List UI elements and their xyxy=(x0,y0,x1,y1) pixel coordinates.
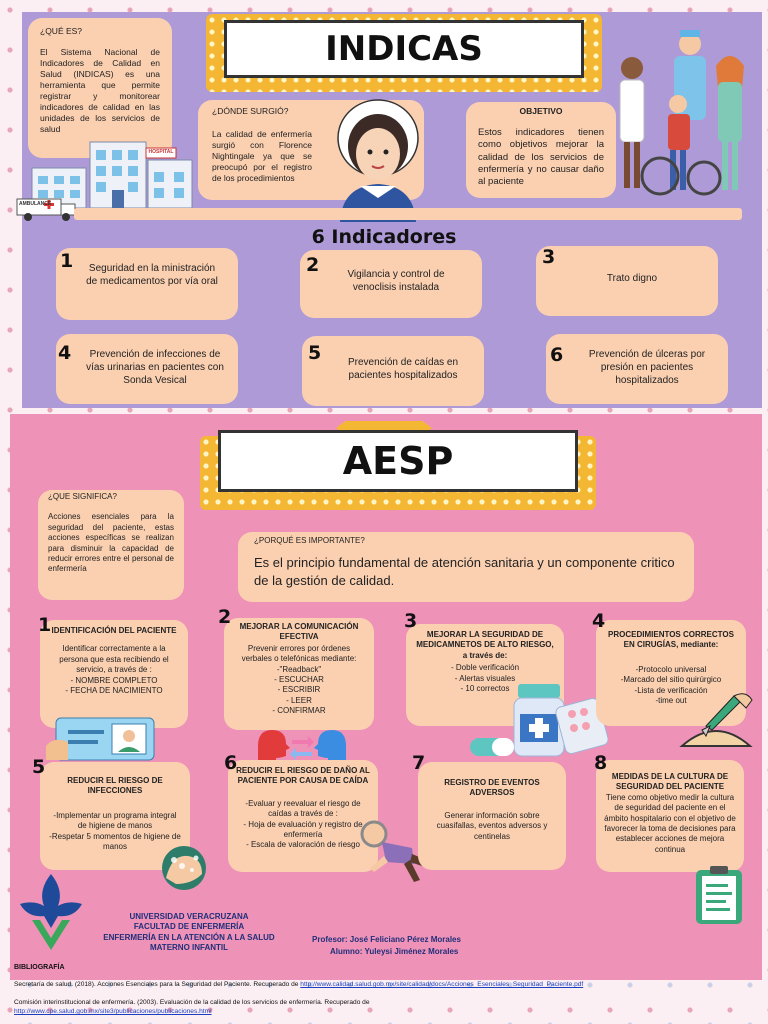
indicador-card-5 xyxy=(302,336,484,406)
indicador-text-5: Prevención de caídas en pacientes hospitalizados xyxy=(347,357,459,381)
indicador-card-4 xyxy=(56,334,238,404)
profesor: Profesor: José Feliciano Pérez Morales xyxy=(312,935,461,944)
porque-importante-card xyxy=(238,532,694,602)
indicador-number-1: 1 xyxy=(60,250,74,272)
indicadores-title: 6 Indicadores xyxy=(311,226,457,248)
university-block xyxy=(96,912,282,954)
objetivo-heading: OBJETIVO xyxy=(519,106,563,116)
indicador-number-4: 4 xyxy=(58,342,72,364)
accion-number-8: 8 xyxy=(594,752,608,774)
bibliography-ref-1 xyxy=(14,981,754,988)
alumno: Alumno: Yuleysi Jiménez Morales xyxy=(330,946,459,956)
course-name-line2: MATERNO INFANTIL xyxy=(149,943,229,953)
que-significa-heading: ¿QUE SIGNIFICA? xyxy=(48,492,117,501)
indicador-text-2: Vigilancia y control de venoclisis instalada xyxy=(347,269,445,293)
medicine-illustration xyxy=(468,682,608,764)
faculty-name: FACULTAD DE ENFERMERÍA xyxy=(133,922,245,932)
ref2-link[interactable]: http://www.cpe.salud.gob.mx/site3/publicaciones/publicaciones.html xyxy=(14,1007,212,1015)
indicador-card-6 xyxy=(546,334,728,404)
accion-card-2 xyxy=(224,618,374,730)
accion-body-7: Generar información sobre cuasifallas, eventos adversos y centinelas xyxy=(436,810,548,841)
accion-card-7 xyxy=(418,762,566,870)
accion-title-3: MEJORAR LA SEGURIDAD DE MEDICAMNETOS DE ALTO RIESGO, a través de: xyxy=(416,630,554,660)
porque-importante-body: Es el principio fundamental de atención sanitaria y un componente critico de la gestión de calidad. xyxy=(254,555,675,588)
que-significa-body: Acciones esenciales para la seguridad del paciente, estas acciones específicas se realizan para disminuir la capacidad de reducir errores entre el personal de enfermería xyxy=(48,512,174,574)
indicador-number-6: 6 xyxy=(550,344,564,366)
donde-surgio-heading: ¿DÓNDE SURGIÓ? xyxy=(212,106,289,116)
accion-title-2: MEJORAR LA COMUNICACIÓN EFECTIVA xyxy=(239,622,359,642)
indicas-divider-strip xyxy=(74,208,742,220)
clipboard-illustration xyxy=(694,864,744,926)
accion-body-6: -Evaluar y reevaluar el riesgo de caídas a través de : - Hoja de evaluación y registro de enfermería - Escala de valoración de riesgo xyxy=(243,798,363,850)
accion-card-1 xyxy=(40,620,188,728)
ambulance-sign: AMBULANCE xyxy=(19,201,52,207)
bibliografia-title: BIBLIOGRAFÍA xyxy=(14,964,65,971)
ref2-text: Comisión interinstitucional de enfermería. (2003). Evaluación de la calidad de los servicios de enfermería. Recuperado de xyxy=(14,999,370,1006)
indicador-text-4: Prevención de infecciones de vías urinarias en pacientes con Sonda Vesical xyxy=(86,349,224,386)
handwashing-illustration xyxy=(152,844,216,892)
accion-number-1: 1 xyxy=(38,614,52,636)
accion-body-8: Tiene como objetivo medir la cultura de seguridad del paciente en el ámbito hospitalario con el objetivo de favorecer la toma de decisiones para establecer acciones de mejora continua xyxy=(604,792,736,854)
accion-number-7: 7 xyxy=(412,752,426,774)
objetivo-body: Estos indicadores tienen como objetivos mejorar la calidad de los servicios de enfermería y no causar daño al paciente xyxy=(478,127,604,188)
objetivo-card xyxy=(466,102,616,198)
accion-title-8: MEDIDAS DE LA CULTURA DE SEGURIDAD DEL PACIENTE xyxy=(611,772,729,792)
florence-nightingale-illustration xyxy=(330,98,426,222)
indicador-number-5: 5 xyxy=(308,342,322,364)
bibliography-ref-2 xyxy=(14,999,434,1017)
ref1-text: Secretaría de salud. (2018). Acciones Esenciales para la Seguridad del Paciente. Recuperado de xyxy=(14,981,301,988)
accion-number-2: 2 xyxy=(218,606,232,628)
que-es-card xyxy=(28,18,172,158)
indicador-card-2 xyxy=(300,250,482,318)
accion-body-4: -Protocolo universal -Marcado del sitio quirúrgico -Lista de verificación -time out xyxy=(620,664,722,705)
course-name-line1: ENFERMERÍA EN LA ATENCIÓN A LA SALUD xyxy=(103,932,275,942)
accion-title-1: IDENTIFICACIÓN DEL PACIENTE xyxy=(51,626,177,635)
indicador-card-1 xyxy=(56,248,238,320)
indicador-text-3: Trato digno xyxy=(606,273,658,284)
accion-title-6: REDUCIR EL RIESGO DE DAÑO AL PACIENTE POR CAUSA DE CAÍDA xyxy=(236,766,370,786)
que-es-body: El Sistema Nacional de Indicadores de Calidad en Salud (INDICAS) es una herramienta que permite registrar y monitorear indicadores de calidad en las unidades de los servicios de salud xyxy=(40,47,160,135)
scalpel-illustration xyxy=(676,686,756,756)
accion-body-2: Prevenir errores por órdenes verbales o telefónicas mediante: -"Readback" - ESCUCHAR - ESCRIBIR - LEER - CONFIRMAR xyxy=(241,643,357,716)
hospital-sign: HOSPITAL xyxy=(148,149,174,155)
indicador-number-2: 2 xyxy=(306,254,320,276)
ambulance-illustration xyxy=(16,196,78,222)
ref1-link[interactable]: http://www.calidad.salud.gob.mx/site/calidad/docs/Acciones_Esenciales_Seguridad_Paciente.pdf xyxy=(300,981,584,988)
accion-card-8 xyxy=(596,760,744,872)
accion-number-3: 3 xyxy=(404,610,418,632)
medical-staff-illustration xyxy=(612,28,752,204)
accion-body-5: -Implementar un programa integral de higiene de manos -Respetar 5 momentos de higiene de manos xyxy=(49,810,181,851)
universidad-veracruzana-logo xyxy=(16,872,86,952)
indicador-card-3 xyxy=(536,246,718,316)
que-es-heading: ¿QUÉ ES? xyxy=(40,26,83,36)
accion-body-3: - Doble verificación - Alertas visuales - 10 correctos xyxy=(450,663,520,693)
aesp-title: AESP xyxy=(218,430,578,492)
accion-title-7: REGISTRO DE EVENTOS ADVERSOS xyxy=(444,778,540,798)
indicador-text-1: Seguridad en la ministración de medicamentos por vía oral xyxy=(86,263,218,287)
id-card-illustration xyxy=(46,716,156,762)
indicador-text-6: Prevención de úlceras por presión en pacientes hospitalizados xyxy=(588,349,706,386)
accion-title-4: PROCEDIMIENTOS CORRECTOS EN CIRUGÍAS, mediante: xyxy=(608,630,734,650)
accion-title-5: REDUCIR EL RIESGO DE INFECCIONES xyxy=(67,776,163,796)
donde-surgio-body: La calidad de enfermería surgió con Florence Nightingale ya que se preocupó por el registro de los procedimientos xyxy=(212,129,312,184)
indicas-title: INDICAS xyxy=(224,20,584,78)
indicador-number-3: 3 xyxy=(542,246,556,268)
accion-number-4: 4 xyxy=(592,610,606,632)
university-name: UNIVERSIDAD VERACRUZANA xyxy=(129,912,249,921)
accion-body-1: Identificar correctamente a la persona que esta recibiendo el servicio, a través de : - NOMBRE COMPLETO - FECHA DE NACIMIENTO xyxy=(59,644,169,695)
porque-importante-heading: ¿PORQUÉ ES IMPORTANTE? xyxy=(254,536,365,545)
accion-number-5: 5 xyxy=(32,756,46,778)
que-significa-card xyxy=(38,490,184,600)
accion-number-6: 6 xyxy=(224,752,238,774)
credits-block xyxy=(312,934,461,957)
